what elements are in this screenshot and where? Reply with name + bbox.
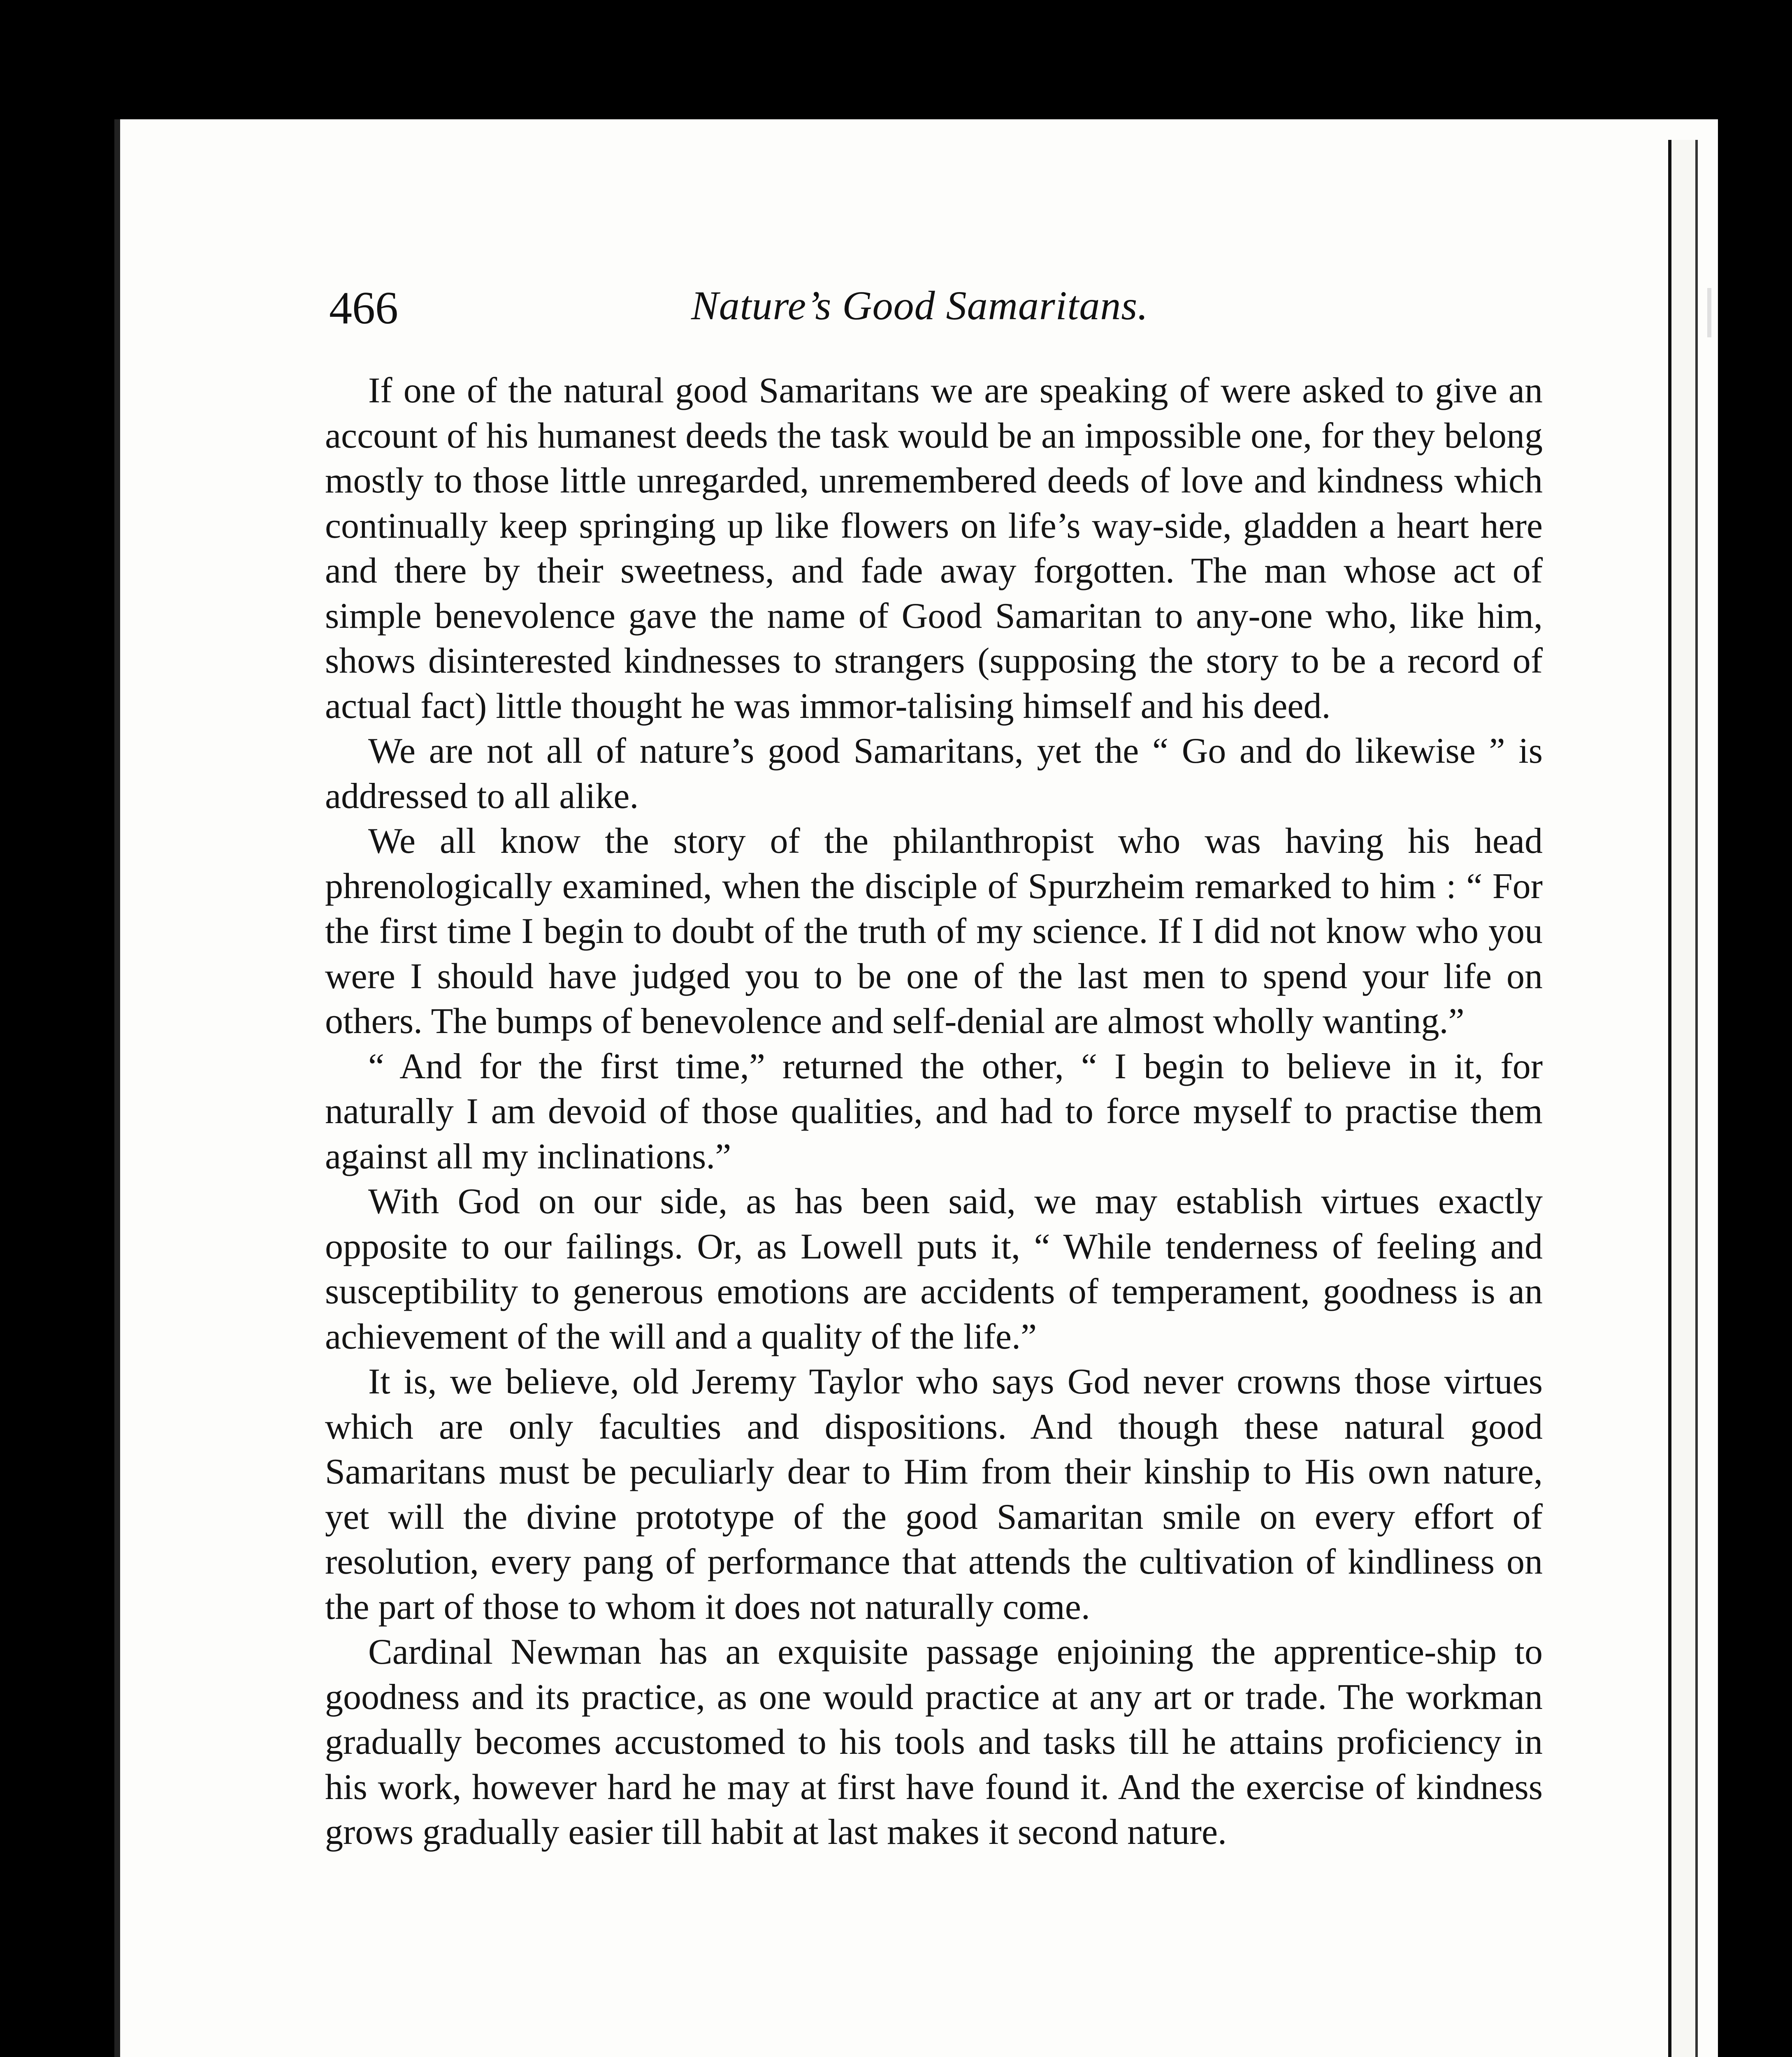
page-number: 466 (329, 283, 398, 334)
paragraph: Cardinal Newman has an exquisite passage enjoining the apprentice-ship to goodness and its practice, as one would practice at any art or trade. The workman gradually becomes accustomed to his tools and tasks till he attains proficiency in his work, however hard he may at first have found it. And the exercise of kindness grows gradually easier till habit at last makes it second nature. (325, 1632, 1543, 1852)
paragraph: We all know the story of the philanthropist who was having his head phrenologically examined, when the disciple of Spurzheim remarked to him : “ For the first time I begin to doubt of the truth of my science. If I did not know who you were I should have judged you to be one of the last men to spend your life on others. The bumps of benevolence and self-denial are almost wholly wanting.” (325, 821, 1543, 1041)
running-title: Nature’s Good Samaritans. (691, 283, 1149, 328)
adjacent-page-edge (1668, 140, 1698, 2057)
paragraph: With God on our side, as has been said, we may establish virtues exactly opposite to our failings. Or, as Lowell puts it, “ While tenderness of feeling and susceptibility to generous emotions are accidents of temperament, goodness is an achievement of the will and a quality of the life.” (325, 1182, 1543, 1357)
article-body (325, 368, 1543, 1855)
page-binding-edge (114, 119, 120, 2057)
page-header (329, 282, 1563, 339)
paragraph: If one of the natural good Samaritans we are speaking of were asked to give an account of his humanest deeds the task would be an impossible one, for they belong mostly to those little unregarded, unremembered deeds of love and kindness which continually keep springing up like flowers on life’s way-side, gladden a heart here and there by their sweetness, and fade away forgotten. The man whose act of simple benevolence gave the name of Good Samaritan to any-one who, like him, shows disinterested kindnesses to strangers (supposing the story to be a record of actual fact) little thought he was immor-talising himself and his deed. (325, 371, 1543, 726)
paragraph: “ And for the first time,” returned the other, “ I begin to believe in it, for naturally I am devoid of those qualities, and had to force myself to practise them against all my inclinations.” (325, 1046, 1543, 1177)
page-edge-mark (1707, 288, 1711, 337)
paragraph: We are not all of nature’s good Samaritans, yet the “ Go and do likewise ” is addressed to all alike. (325, 731, 1543, 816)
paragraph: It is, we believe, old Jeremy Taylor who says God never crowns those virtues which are only faculties and dispositions. And though these natural good Samaritans must be peculiarly dear to Him from their kinship to His own nature, yet will the divine prototype of the good Samaritan smile on every effort of resolution, every pang of performance that attends the cultivation of kindliness on the part of those to whom it does not naturally come. (325, 1362, 1543, 1627)
